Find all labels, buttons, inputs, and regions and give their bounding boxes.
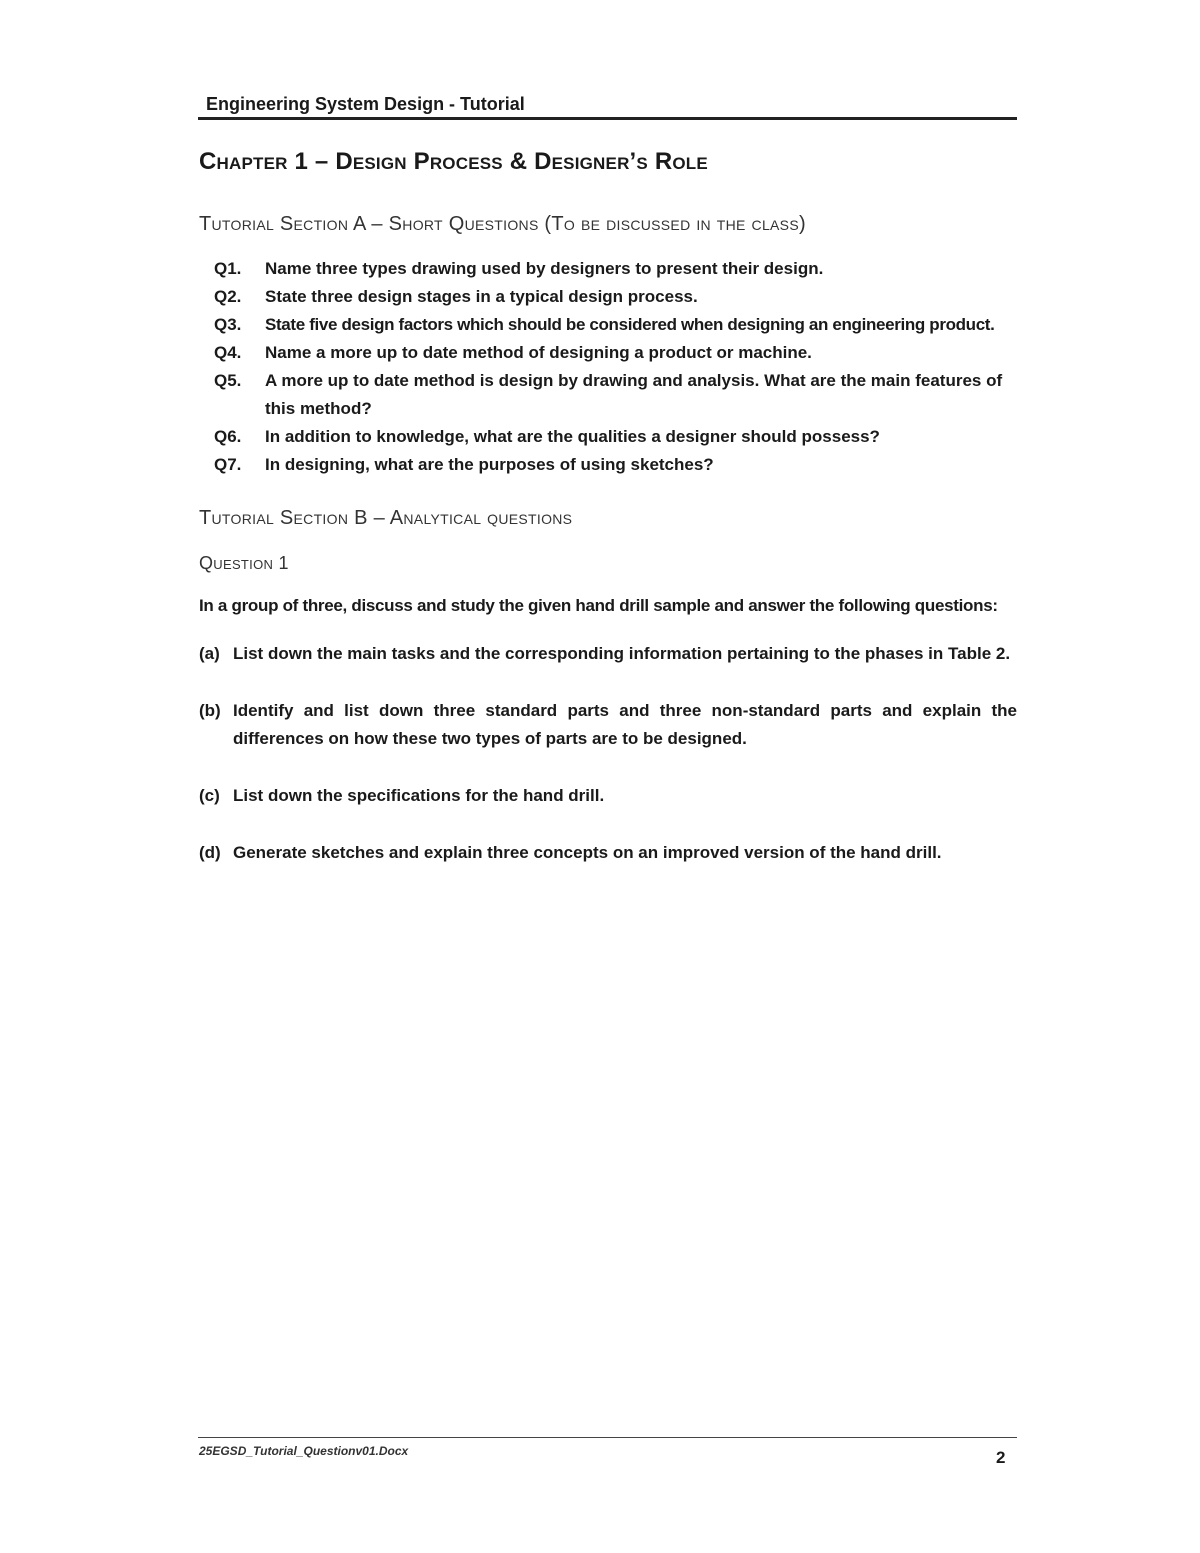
list-item: [214, 311, 1034, 339]
question-text: State five design factors which should be considered when designing an engineering product.: [265, 315, 995, 334]
chapter-title: Chapter 1 – Design Process & Designer’s Role: [199, 148, 708, 175]
list-item: [214, 255, 1034, 283]
item-label: (a): [199, 644, 220, 663]
question-number: Q4.: [214, 343, 242, 362]
item-text: List down the main tasks and the corresponding information pertaining to the phases in Table 2.: [233, 644, 1011, 663]
item-label: (d): [199, 843, 221, 862]
list-item: [214, 339, 1034, 367]
analytical-questions-list: [199, 640, 1017, 896]
page-number: 2: [996, 1448, 1006, 1467]
item-label: (c): [199, 786, 220, 805]
question-text: Name three types drawing used by designers to present their design.: [265, 259, 824, 278]
item-label: (b): [199, 701, 221, 720]
footer-filename: 25EGSD_Tutorial_Questionv01.Docx: [199, 1444, 409, 1458]
question-text: State three design stages in a typical design process.: [265, 287, 698, 306]
question-number: Q6.: [214, 427, 242, 446]
question-text: In designing, what are the purposes of using sketches?: [265, 455, 714, 474]
question-number: Q7.: [214, 455, 242, 474]
item-text: Generate sketches and explain three concepts on an improved version of the hand drill.: [233, 843, 942, 862]
footer-divider: [198, 1437, 1017, 1438]
question-number: Q1.: [214, 259, 242, 278]
short-questions-list: [214, 255, 1034, 479]
question-heading: Question 1: [199, 553, 289, 573]
header-divider: [198, 117, 1017, 120]
question-text: A more up to date method is design by drawing and analysis. What are the main features of this method?: [265, 371, 1003, 418]
list-item: [214, 283, 1034, 311]
list-item: [199, 782, 1017, 810]
question-intro: In a group of three, discuss and study the given hand drill sample and answer the following questions:: [199, 596, 998, 615]
item-text: Identify and list down three standard parts and three non-standard parts and explain the differences on how these two types of parts are to be designed.: [233, 701, 1017, 748]
question-text: In addition to knowledge, what are the qualities a designer should possess?: [265, 427, 880, 446]
question-number: Q5.: [214, 371, 242, 390]
question-number: Q3.: [214, 315, 242, 334]
question-number: Q2.: [214, 287, 242, 306]
section-a-heading: Tutorial Section A – Short Questions (To be discussed in the class): [199, 213, 806, 235]
list-item: [199, 640, 1017, 668]
header-title: Engineering System Design - Tutorial: [206, 94, 525, 114]
list-item: [214, 367, 1034, 423]
list-item: [214, 423, 1034, 451]
item-text: List down the specifications for the hand drill.: [233, 786, 605, 805]
question-text: Name a more up to date method of designing a product or machine.: [265, 343, 812, 362]
list-item: [214, 451, 1034, 479]
list-item: [199, 839, 1017, 867]
section-b-heading: Tutorial Section B – Analytical questions: [199, 507, 573, 529]
list-item: [199, 697, 1017, 753]
